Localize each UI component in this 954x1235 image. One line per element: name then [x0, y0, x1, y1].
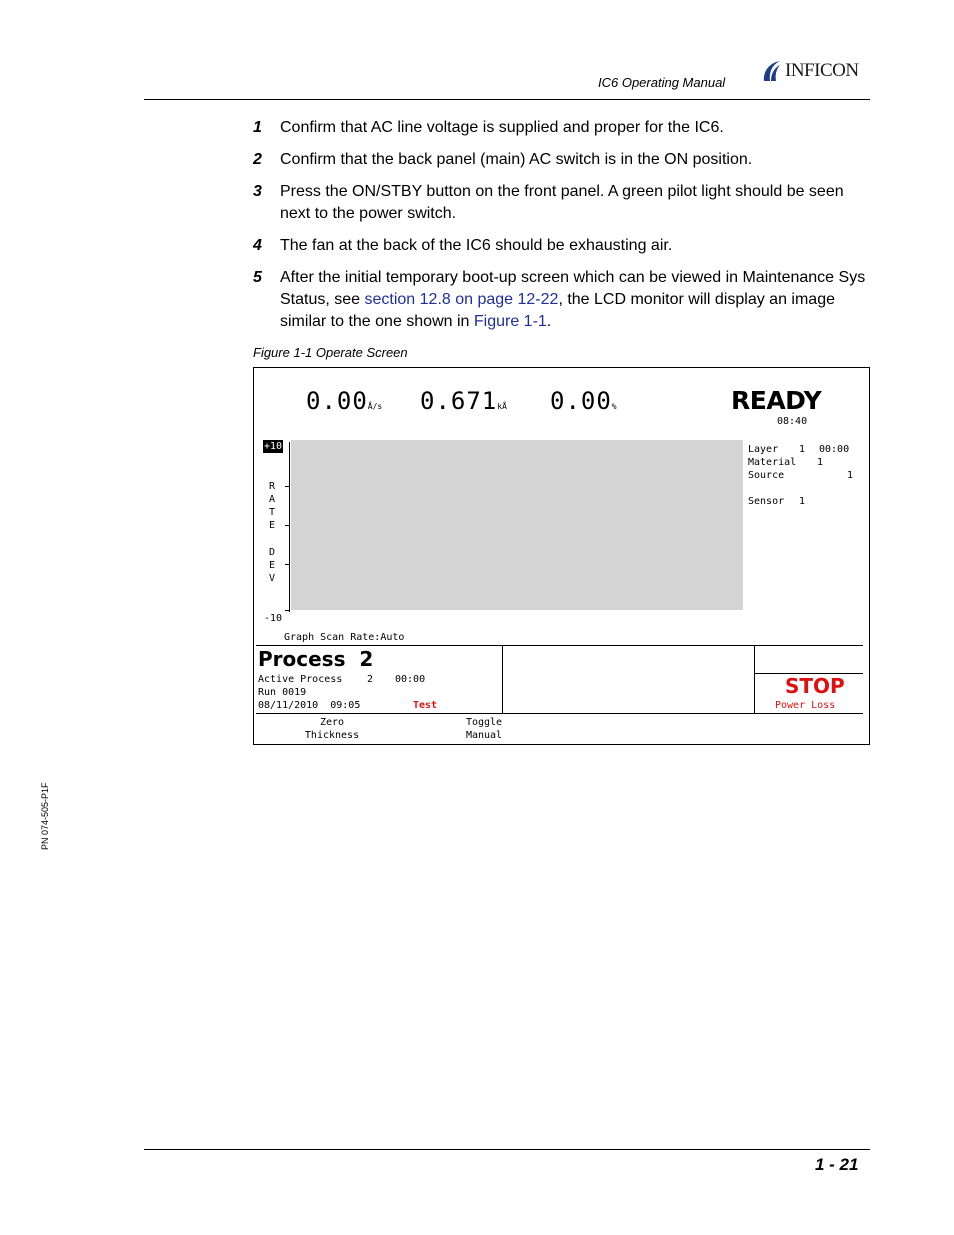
graph-y-bottom: -10 [264, 613, 283, 624]
thickness-readout [420, 387, 507, 415]
axis-letter: V [269, 573, 276, 584]
rate-unit: Å/s [367, 402, 383, 411]
axis-letter: D [269, 547, 276, 558]
stop-reason: Power Loss [775, 700, 836, 711]
axis-letter: E [269, 520, 276, 531]
active-process-label: Active Process [258, 674, 343, 685]
figure-caption: Figure 1-1 Operate Screen [253, 345, 408, 360]
section-link[interactable]: section 12.8 on page 12-22 [364, 291, 559, 308]
step-text: Press the ON/STBY button on the front panel. A green pilot light should be seen next to the power switch. [280, 183, 844, 222]
graph-tick [285, 525, 289, 526]
graph-scan-rate: Graph Scan Rate:Auto [284, 632, 405, 643]
step-number: 5 [253, 269, 262, 286]
rate-readout [306, 387, 382, 415]
part-number: PN 074-505-P1F [40, 782, 50, 850]
state-label: READY [731, 386, 822, 415]
inficon-logo-icon [760, 59, 782, 83]
graph-tick [285, 564, 289, 565]
figure-link[interactable]: Figure 1-1 [473, 313, 547, 330]
rate-value: 0.00 [306, 387, 368, 415]
manual-title: IC6 Operating Manual [598, 75, 726, 90]
softkey-line: Zero [319, 717, 345, 728]
sensor-label: Sensor [748, 496, 785, 507]
step-text [280, 267, 873, 333]
panel-divider [754, 646, 755, 713]
power-unit: % [611, 402, 617, 411]
panel-divider [502, 646, 503, 713]
active-process-value: 2 [367, 674, 374, 685]
page-number: 1 - 21 [815, 1155, 859, 1174]
step-number: 2 [253, 151, 262, 168]
rate-deviation-graph [291, 440, 743, 610]
panel-divider [256, 645, 863, 646]
active-process-time: 00:00 [395, 674, 426, 685]
axis-letter: A [269, 494, 276, 505]
step-text: The fan at the back of the IC6 should be exhausting air. [280, 237, 673, 254]
material-label: Material [748, 457, 797, 468]
header-rule [144, 99, 870, 100]
softkey-line: Toggle [465, 717, 503, 728]
power-value: 0.00 [550, 387, 612, 415]
inficon-logo [760, 58, 859, 84]
axis-letter: E [269, 560, 276, 571]
footer-rule [144, 1149, 870, 1150]
logo-wordmark: INFICON [785, 60, 859, 81]
stop-status: STOP [785, 674, 845, 698]
axis-letter: R [269, 481, 276, 492]
step-number: 4 [253, 237, 262, 254]
step-text: Confirm that the back panel (main) AC switch is in the ON position. [280, 151, 753, 168]
step-text: Confirm that AC line voltage is supplied and proper for the IC6. [280, 119, 724, 136]
process-title: Process 2 [258, 647, 374, 671]
sensor-value: 1 [799, 496, 806, 507]
softkey-line: Manual [465, 730, 503, 741]
graph-y-axis [289, 442, 290, 612]
operate-screen [253, 367, 870, 745]
thickness-value: 0.671 [420, 387, 498, 415]
graph-tick [285, 610, 289, 611]
toggle-manual-softkey[interactable] [454, 716, 514, 742]
material-value: 1 [817, 457, 824, 468]
zero-thickness-softkey[interactable] [290, 716, 374, 742]
layer-value: 1 [799, 444, 806, 455]
source-value: 1 [847, 470, 854, 481]
step-number: 3 [253, 183, 262, 200]
run-datetime: 08/11/2010 09:05 [258, 700, 361, 711]
softkey-line: Thickness [304, 730, 360, 741]
thickness-unit: kÅ [497, 402, 507, 411]
test-flag: Test [413, 700, 438, 711]
state-time: 08:40 [777, 416, 808, 427]
source-label: Source [748, 470, 785, 481]
graph-tick [285, 486, 289, 487]
run-number: Run 0019 [258, 687, 307, 698]
power-readout [550, 387, 617, 415]
step-text-part: . [546, 313, 552, 330]
layer-time: 00:00 [819, 444, 850, 455]
panel-divider [256, 713, 863, 714]
step-number: 1 [253, 119, 262, 136]
graph-y-top: +10 [264, 441, 283, 452]
layer-label: Layer [748, 444, 779, 455]
step-text-part: After the initial temporary boot-up screen which can be viewed in Maintenance Sys Status, see [280, 269, 866, 308]
axis-letter: T [269, 507, 276, 518]
step-text-part: , the LCD monitor will display an image similar to the one shown in [280, 291, 835, 330]
